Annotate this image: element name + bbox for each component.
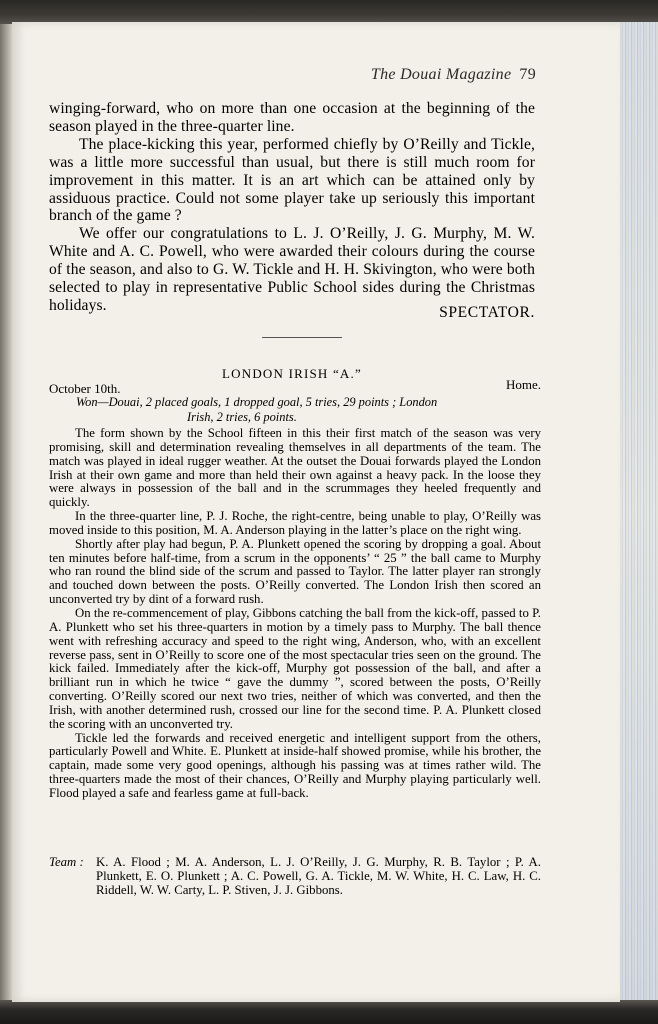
team-label: Team : [49,855,84,869]
match-date: October 10th. [49,381,121,396]
match-result [76,395,542,424]
paragraph: Tickle led the forwards and received energetic and intelligent support from the others, particularly Powell and White. E. Plunkett at inside-half showed promise, while his brother, the captain, made some very good openings, although his passing was at times rather wild. The three-quarters made the most of their chances, O’Reilly and Murphy playing particularly well. Flood played a safe and fearless game at full-back. [49,730,541,800]
paragraph: On the re-commencement of play, Gibbons catching the ball from the kick-off, passed to P. A. Plunkett who set his three-quarters in motion by a timely pass to Murphy. The ball thence went with refreshing accuracy and speed to the right wing, Anderson, who, with an excellent reverse pass, sent in O’Reilly to score one of the most spectacular tries seen on the ground. The kick failed. Immediately after the kick-off, Murphy got possession of the ball, and after a brilliant run in which he twice “ gave the dummy ”, scored between the posts, O’Reilly converting. O’Reilly scored our next two tries, neither of which was converted, and then the Irish, with another determined rush, crossed our line for the second time. P. A. Plunkett closed the scoring with an unconverted try. [49,605,541,731]
page-number: 79 [519,66,536,83]
team-list [49,856,541,898]
match-title: LONDON IRISH “A.” [222,366,362,381]
book-cover-top [0,0,658,24]
paragraph: We offer our congratulations to L. J. O’Reilly, J. G. Murphy, M. W. White and A. C. Powell, who were awarded their colours during the course of the season, and also to G. W. Tickle and H. H. Skivington, who were both selected to play in representative Public School sides during the Christmas holidays. [49,225,535,314]
running-header [371,66,536,84]
paragraph: Shortly after play had begun, P. A. Plunkett opened the scoring by dropping a goal. About ten minutes before half-time, from a scrum in the opponents’ “ 25 ” the ball came to Murphy who ran round the blind side of the scrum and passed to Taylor. The latter player ran strongly and touched down between the posts. O’Reilly converted. The London Irish then scored an unconverted try by dint of a forward rush. [49,536,541,607]
paragraph: winging-forward, who on more than one occasion at the beginning of the season played in the three-quarter line. [49,100,535,135]
author-signature: SPECTATOR. [439,304,535,321]
result-line: Won—Douai, 2 placed goals, 1 dropped goal, 5 tries, 29 points ; London [76,395,438,409]
team-names: K. A. Flood ; M. A. Anderson, L. J. O’Reilly, J. G. Murphy, R. B. Taylor ; P. A. Plunkett, E. O. Plunkett ; A. C. Powell, G. A. Tickle, M. W. White, H. C. Law, H. C. Riddell, W. W. Carty, L. P. Stiven, J. J. Gibbons. [96,855,541,897]
paragraph: The form shown by the School fifteen in this their first match of the season was very promising, skill and determination revealing themselves in all departments of the team. The match was played in ideal rugger weather. At the outset the Douai forwards played the London Irish at their own game and more than held their own against a heavy pack. In the loose they were always in possession of the ball and in the scrummages they heeled frequently and quickly. [49,426,541,510]
article-continuation [49,100,535,315]
paragraph: The place-kicking this year, performed chiefly by O’Reilly and Tickle, was a little more successful than usual, but there is still much room for improvement in this matter. It is an art which can be attained only by assiduous practice. Could not some player take up seriously this important branch of the game ? [49,135,535,225]
result-line: Irish, 2 tries, 6 points. [187,409,297,424]
match-report-body [49,427,541,801]
magazine-title: The Douai Magazine [370,66,512,83]
paragraph: In the three-quarter line, P. J. Roche, the right-centre, being unable to play, O’Reilly was moved inside to this position, M. A. Anderson playing in the latter’s place on the right wing. [49,509,541,537]
page-edges [620,22,658,1002]
book-cover-bottom [0,1000,658,1024]
section-divider [262,337,342,338]
match-venue: Home. [505,377,541,392]
book-gutter [0,24,12,1000]
